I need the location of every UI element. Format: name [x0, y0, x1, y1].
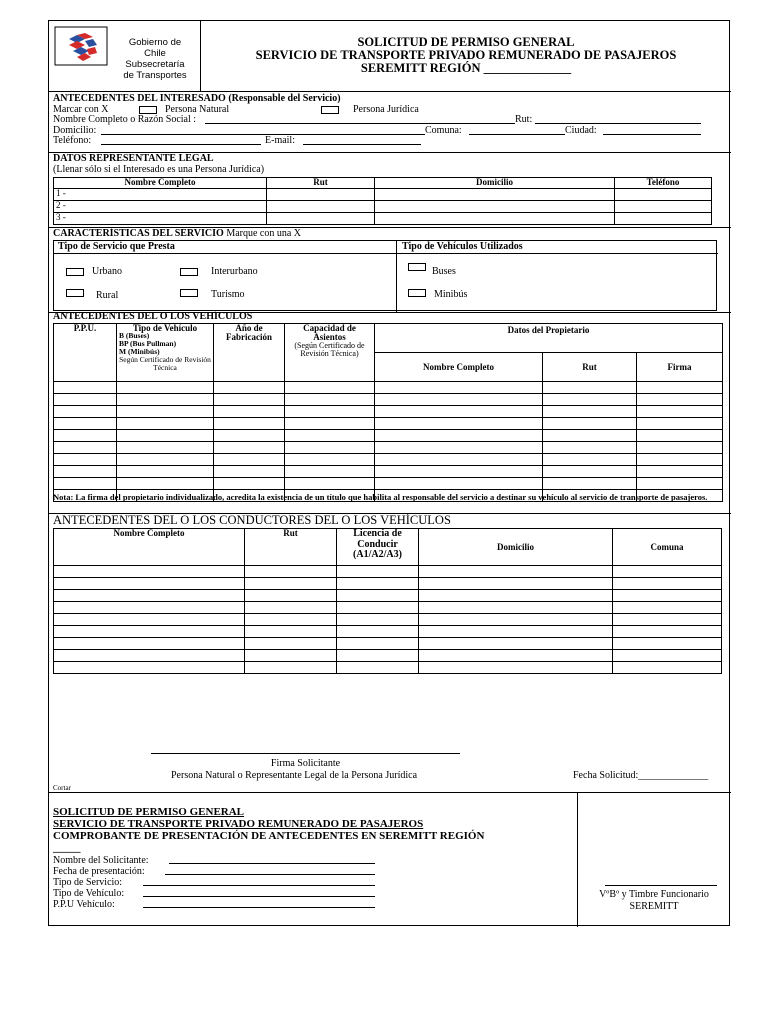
rural-label: Rural	[96, 290, 119, 301]
rut-label: Rut:	[515, 114, 533, 125]
col-datos-propietario: Datos del Propietario	[375, 324, 723, 353]
buses-checkbox[interactable]	[408, 263, 426, 271]
urbano-checkbox[interactable]	[66, 268, 84, 276]
nombre-solicitante-label: Nombre del Solicitante:	[53, 855, 149, 866]
turismo-checkbox[interactable]	[180, 289, 198, 297]
ciudad-label: Ciudad:	[565, 124, 597, 136]
fecha-presentacion-label: Fecha de presentación:	[53, 866, 145, 877]
vehiculos-heading: ANTECEDENTES DEL O LOS VEHÍCULOS	[53, 311, 253, 322]
cut-line	[49, 792, 731, 793]
rural-checkbox[interactable]	[66, 289, 84, 297]
rep-col-domicilio: Domicilio	[375, 178, 615, 189]
table-row	[54, 578, 722, 590]
representante-table	[53, 177, 712, 225]
persona-texto: Persona Natural o Representante Legal de la Persona Jurídica	[170, 770, 418, 781]
col-firma-propietario: Firma	[637, 353, 723, 382]
interesado-heading: ANTECEDENTES DEL INTERESADO (Responsable del Servicio)	[53, 93, 341, 104]
table-row	[54, 430, 723, 442]
form-page	[48, 20, 730, 926]
conductores-table	[53, 528, 722, 674]
ciudad-field[interactable]	[603, 126, 701, 135]
comprobante-title: SOLICITUD DE PERMISO GENERAL SERVICIO DE TRANSPORTE PRIVADO REMUNERADO DE PASAJEROS COMPROBANTE DE PRESENTACIÓN DE ANTECEDENTES EN SEREMITT REGIÓN _____	[53, 806, 485, 854]
col-anio: Año de Fabricación	[214, 324, 285, 382]
ppu-vehiculo-label: P.P.U Vehículo:	[53, 899, 115, 910]
vb-line[interactable]	[605, 885, 717, 886]
fecha-solicitud[interactable]: Fecha Solicitud:______________	[573, 770, 709, 781]
col-tipo-vehiculo: Tipo de Vehículo B (Buses) BP (Bus Pullman) M (Minibús) Según Certificado de Revisión Técnica	[117, 324, 214, 382]
comuna-field[interactable]	[469, 126, 565, 135]
persona-natural-checkbox[interactable]	[139, 106, 157, 114]
cond-col-rut: Rut	[245, 529, 337, 566]
cortar-label: Cortar	[53, 784, 71, 792]
table-row	[54, 590, 722, 602]
table-row	[54, 406, 723, 418]
urbano-label: Urbano	[92, 266, 122, 277]
turismo-label: Turismo	[211, 289, 245, 300]
telefono-label: Teléfono:	[53, 135, 92, 146]
domicilio-label: Domicilio:	[53, 124, 97, 136]
table-row	[54, 638, 722, 650]
comprobante-fields	[53, 855, 383, 910]
interurbano-label: Interurbano	[211, 266, 258, 277]
table-row	[54, 478, 723, 490]
rut-field[interactable]	[535, 115, 701, 124]
table-row: 2 -	[54, 201, 712, 213]
page-title: SOLICITUD DE PERMISO GENERAL SERVICIO DE TRANSPORTE PRIVADO REMUNERADO DE PASAJEROS SEREMITT REGIÓN ______________	[255, 35, 677, 75]
servicio-box	[53, 240, 717, 311]
table-row	[54, 650, 722, 662]
tipo-servicio-comprobante-label: Tipo de Servicio:	[53, 877, 123, 888]
minibus-label: Minibús	[434, 289, 468, 300]
vehiculos-nota: Nota: La firma del propietario individualizado, acredita la existencia de un título que habilita al responsable del servicio a destinar su vehículo al servicio de transporte de pasajeros.	[53, 492, 708, 502]
table-row	[54, 466, 723, 478]
logo-block	[49, 21, 201, 91]
tipo-servicio-field[interactable]	[143, 877, 375, 886]
tipo-vehiculo-comprobante-label: Tipo de Vehículo:	[53, 888, 125, 899]
conductores-heading: ANTECEDENTES DEL O LOS CONDUCTORES DEL O LOS VEHÍCULOS	[53, 513, 451, 527]
cond-col-domicilio: Domicilio	[419, 529, 613, 566]
rep-col-telefono: Teléfono	[615, 178, 712, 189]
interurbano-checkbox[interactable]	[180, 268, 198, 276]
email-field[interactable]	[303, 136, 421, 145]
nombre-field[interactable]	[205, 115, 515, 124]
persona-juridica-checkbox[interactable]	[321, 106, 339, 114]
col-rut-propietario: Rut	[543, 353, 637, 382]
rep-col-nombre: Nombre Completo	[54, 178, 267, 189]
nombre-label: Nombre Completo o Razón Social :	[53, 114, 197, 125]
table-row	[54, 662, 722, 674]
table-row	[54, 382, 723, 394]
table-row: 3 -	[54, 213, 712, 225]
representante-note: (Llenar sólo si el Interesado es una Persona Jurídica)	[53, 163, 265, 175]
buses-label: Buses	[432, 266, 456, 277]
vehiculos-table	[53, 323, 723, 502]
col-capacidad: Capacidad de Asientos (Según Certificado de Revisión Técnica)	[285, 324, 375, 382]
cond-col-nombre: Nombre Completo	[54, 529, 245, 566]
domicilio-field[interactable]	[101, 126, 425, 135]
table-row	[54, 602, 722, 614]
col-ppu: P.P.U.	[54, 324, 117, 382]
table-row	[54, 418, 723, 430]
rep-col-rut: Rut	[267, 178, 375, 189]
representante-section	[53, 154, 264, 175]
government-logo-icon	[53, 25, 109, 67]
table-row	[54, 454, 723, 466]
ppu-vehiculo-field[interactable]	[143, 899, 375, 908]
interesado-section	[53, 94, 725, 147]
tipo-vehiculos-label: Tipo de Vehículos Utilizados	[402, 241, 523, 252]
representante-heading: DATOS REPRESENTANTE LEGAL	[53, 153, 214, 164]
firma-solicitante-label: Firma Solicitante	[270, 758, 341, 769]
marcar-label: Marcar con X	[53, 103, 109, 115]
caracteristicas-heading: CARACTERÍSTICAS DEL SERVICIO Marque con una X	[53, 228, 302, 239]
cond-col-licencia: Licencia de Conducir (A1/A2/A3)	[337, 529, 419, 566]
table-row: 1 -	[54, 189, 712, 201]
table-row	[54, 566, 722, 578]
minibus-checkbox[interactable]	[408, 289, 426, 297]
firma-line[interactable]	[151, 753, 460, 754]
persona-natural-label: Persona Natural	[165, 103, 230, 115]
email-label: E-mail:	[265, 135, 295, 146]
tipo-vehiculo-field[interactable]	[143, 888, 375, 897]
telefono-field[interactable]	[101, 136, 261, 145]
table-row	[54, 442, 723, 454]
vb-label: VºBº y Timbre Funcionario SEREMITT	[599, 889, 709, 912]
logo-text: Gobierno de Chile Subsecretaría de Transportes	[123, 37, 187, 81]
table-row	[54, 626, 722, 638]
cond-col-comuna: Comuna	[613, 529, 722, 566]
table-row	[54, 394, 723, 406]
persona-juridica-label: Persona Jurídica	[353, 103, 419, 115]
col-nombre-propietario: Nombre Completo	[375, 353, 543, 382]
tipo-servicio-label: Tipo de Servicio que Presta	[58, 241, 175, 252]
nombre-solicitante-field[interactable]	[169, 855, 375, 864]
fecha-presentacion-field[interactable]	[165, 866, 375, 875]
table-row	[54, 614, 722, 626]
comuna-label: Comuna:	[425, 124, 462, 136]
